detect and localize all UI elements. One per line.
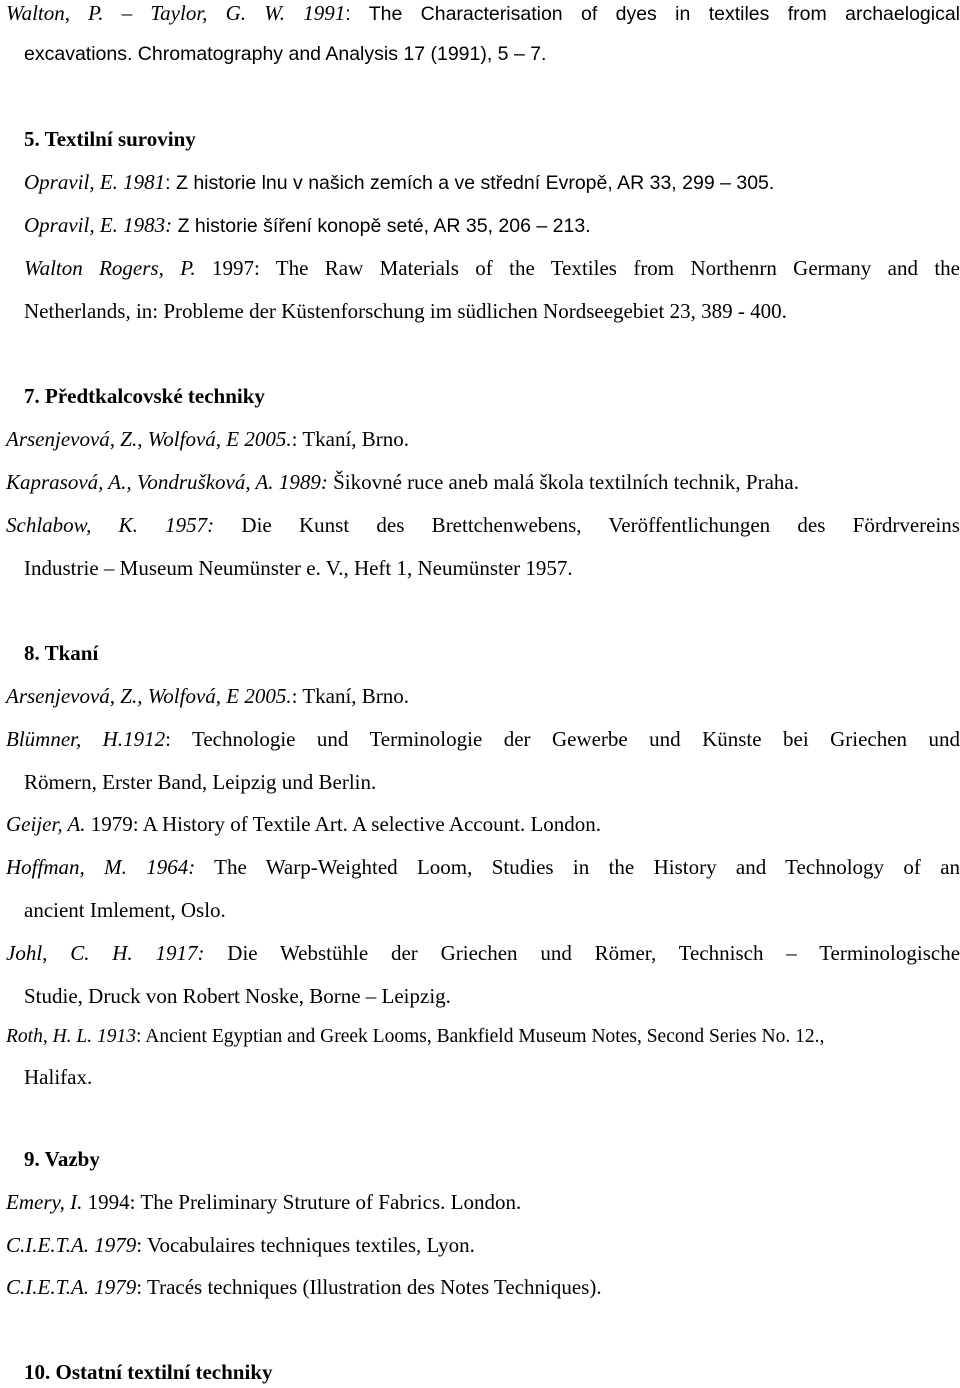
bib-year: 1989: — [278, 470, 328, 494]
bib-year: 1991 — [303, 1, 346, 25]
bib-text: Šikovné ruce aneb malá škola textilních technik, Praha. — [327, 470, 799, 494]
bib-year: 1917: — [155, 941, 205, 965]
bib-text: 1994: The Preliminary Struture of Fabrics. London. — [82, 1190, 522, 1214]
bib-year: 1957: — [165, 513, 215, 537]
bib-text: Die Webstühle der Griechen und Römer, Technisch – Terminologische — [204, 941, 960, 965]
bib-text: : Tkaní, Brno. — [291, 684, 410, 708]
bib-text: : Technologie und Terminologie der Gewerbe und Künste bei Griechen und — [165, 727, 960, 751]
bib-author: Blümner, H. — [6, 727, 124, 751]
bib-text: Die Kunst des Brettchenwebens, Veröffentlichungen des Fördrvereins — [214, 513, 960, 537]
bib-author: Johl, C. H. — [6, 941, 133, 965]
bib-text-cont: ancient Imlement, Oslo. — [24, 898, 226, 922]
bib-year: 1913 — [97, 1026, 137, 1047]
bib-author: Roth, H. L. — [6, 1026, 93, 1047]
bib-year: 1997 — [211, 256, 254, 280]
bib-text: : The Raw Materials of the Textiles from Northenrn Germany and the — [253, 256, 960, 280]
bib-text-cont: Römern, Erster Band, Leipzig und Berlin. — [24, 770, 377, 794]
bib-text: : Tkaní, Brno. — [291, 427, 410, 451]
bib-year: 1912 — [123, 727, 166, 751]
bib-text: 1979: A History of Textile Art. A selective Account. London. — [85, 812, 602, 836]
bib-text: : Tracés techniques (Illustration des Notes Techniques). — [136, 1275, 602, 1299]
bib-author: Arsenjevová, Z., Wolfová, E 2005. — [6, 684, 292, 708]
bib-author: Geijer, A. — [6, 812, 86, 836]
bib-text-cont: Industrie – Museum Neumünster e. V., Heft 1, Neumünster 1957. — [24, 556, 573, 580]
bib-text: Z historie šíření konopě seté, AR 35, 206 – 213. — [172, 215, 591, 237]
bib-year: 1979 — [94, 1233, 137, 1257]
bib-author: Walton, P. – Taylor, G. W. — [6, 1, 286, 25]
bib-text: : Ancient Egyptian and Greek Looms, Bankfield Museum Notes, Second Series No. 12., — [136, 1026, 825, 1047]
bib-year: 1979 — [94, 1275, 137, 1299]
bib-text: : Vocabulaires techniques textiles, Lyon. — [136, 1233, 475, 1257]
bib-text-cont: excavations. Chromatography and Analysis 17 (1991), 5 – 7. — [24, 43, 547, 65]
bib-author: Schlabow, K. — [6, 513, 138, 537]
bib-author: Emery, I. — [6, 1190, 83, 1214]
bib-year: 1983: — [123, 213, 173, 237]
bib-author: Kaprasová, A., Vondrušková, A. — [6, 470, 274, 494]
bib-author: Opravil, E. — [24, 170, 118, 194]
bib-text-cont: Halifax. — [24, 1065, 93, 1089]
bib-author: Arsenjevová, Z., Wolfová, E 2005. — [6, 427, 292, 451]
bib-year: 1964: — [146, 855, 196, 879]
bib-author: C.I.E.T.A. — [6, 1275, 90, 1299]
bib-author: Walton Rogers, P. — [24, 256, 196, 280]
bib-text: : The Characterisation of dyes in textiles from archaelogical — [345, 3, 960, 25]
bib-text-cont: Studie, Druck von Robert Noske, Borne – Leipzig. — [24, 984, 451, 1008]
bib-author: Hoffman, M. — [6, 855, 127, 879]
bib-text-cont: Netherlands, in: Probleme der Küstenforschung im südlichen Nordseegebiet 23, 389 - 400. — [24, 299, 787, 323]
bib-author: Opravil, E. — [24, 213, 118, 237]
bib-author: C.I.E.T.A. — [6, 1233, 90, 1257]
bib-text: : Z historie lnu v našich zemích a ve střední Evropě, AR 33, 299 – 305. — [165, 172, 775, 194]
bib-text: The Warp-Weighted Loom, Studies in the History and Technology of an — [195, 855, 960, 879]
bib-year: 1981 — [123, 170, 166, 194]
